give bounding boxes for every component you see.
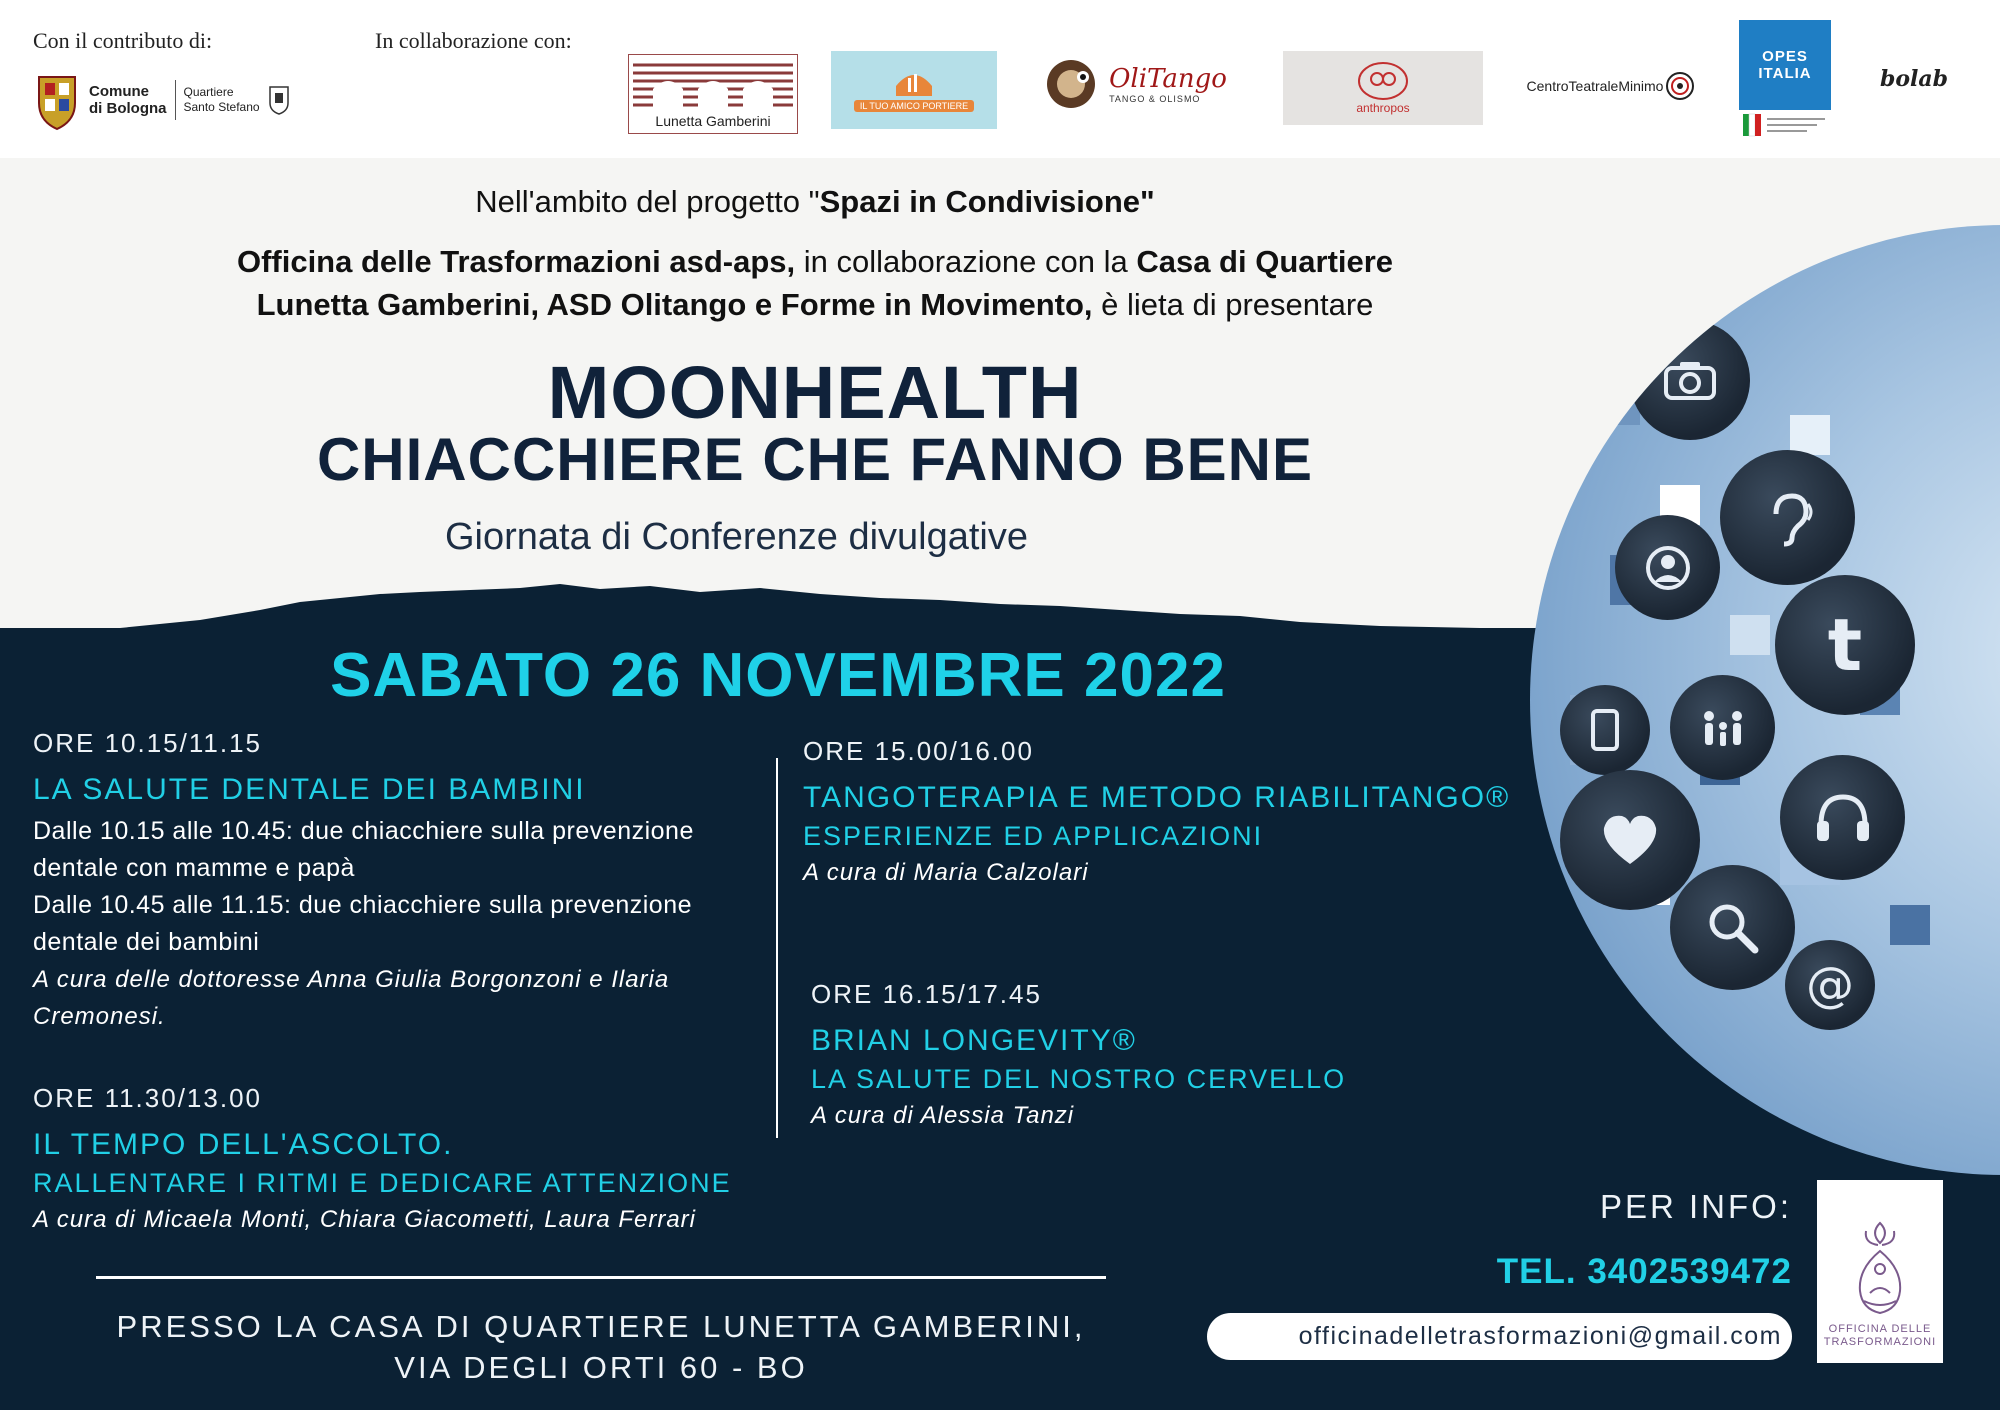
quartiere-line2: Santo Stefano [183, 100, 260, 114]
lunetta-logo-text: Lunetta Gamberini [655, 113, 771, 129]
session-curator [33, 961, 694, 1035]
comune-line2: di Bologna [89, 100, 167, 117]
anthropos-logo [1283, 51, 1483, 125]
officina-logo-line1: OFFICINA DELLE [1828, 1323, 1932, 1335]
bolab-logo [1862, 28, 1966, 130]
centro-teatrale-logo [1512, 42, 1710, 130]
session-subtitle: ESPERIENZE ED APPLICAZIONI [803, 821, 1264, 851]
address-line: PRESSO LA CASA DI QUARTIERE LUNETTA GAMBERINI, [116, 1309, 1086, 1344]
comune-bologna-logo [33, 63, 313, 137]
opes-italia-logo [1739, 20, 1831, 145]
ear-icon [1720, 450, 1855, 585]
camera-icon [1630, 320, 1750, 440]
phone-number[interactable]: TEL. 3402539472 [1496, 1252, 1792, 1291]
footer-divider [96, 1276, 1106, 1279]
session-description [33, 813, 694, 961]
intro-prefix: Nell'ambito del progetto " [475, 184, 820, 219]
intro-casa-quartiere: Casa di Quartiere [1136, 244, 1394, 279]
portiere-logo-text: IL TUO AMICO PORTIERE [854, 100, 974, 112]
intro-collab-text: in collaborazione con la [795, 244, 1137, 279]
curator-line: A cura delle dottoresse Anna Giulia Borgonzoni e Ilaria [33, 966, 670, 993]
centro-teatrale-logo-text: CentroTeatraleMinimo [1526, 78, 1664, 94]
session-title: TANGOTERAPIA E METODO RIABILITANGO® [803, 781, 1511, 814]
sponsor-strip [0, 0, 2000, 158]
session-2 [33, 1083, 732, 1238]
session-subtitle: RALLENTARE I RITMI E DEDICARE ATTENZIONE [33, 1168, 732, 1198]
session-title: IL TEMPO DELL'ASCOLTO. [33, 1128, 454, 1161]
quartiere-line1: Quartiere [183, 85, 234, 99]
portiere-logo [831, 51, 997, 129]
project-intro [100, 184, 1530, 220]
intro-organizer: Officina delle Trasformazioni asd-aps, [236, 244, 796, 279]
search-icon [1670, 865, 1795, 990]
session-1 [33, 728, 694, 1035]
anthropos-logo-text: anthropos [1356, 101, 1410, 115]
desc-line: dentale dei bambini [33, 928, 260, 956]
info-label: PER INFO: [1599, 1188, 1792, 1225]
opes-logo-text: OPES ITALIA [1739, 20, 1831, 110]
heart-icon [1560, 770, 1700, 910]
session-4 [811, 979, 1346, 1134]
phone-icon [1560, 685, 1650, 775]
arches-icon [633, 61, 793, 109]
curator-line: Cremonesi. [33, 1003, 166, 1030]
tumblr-icon: t [1775, 575, 1915, 715]
session-subtitle: LA SALUTE DEL NOSTRO CERVELLO [811, 1064, 1347, 1094]
target-icon [1665, 71, 1695, 101]
olitango-logo-text: OliTango [1109, 64, 1227, 94]
desc-line: Dalle 10.15 alle 10.45: due chiacchiere sulla prevenzione [33, 817, 694, 845]
desc-line: dentale con mamme e papà [33, 854, 355, 882]
session-curator: A cura di Alessia Tanzi [811, 1102, 1075, 1129]
event-date: SABATO 26 NOVEMBRE 2022 [330, 641, 1226, 710]
olitango-logo [1027, 51, 1243, 117]
quartiere-shield-icon [268, 85, 290, 115]
intro-presenta: è lieta di presentare [1092, 287, 1374, 322]
user-profile-icon [1615, 515, 1720, 620]
session-title: LA SALUTE DENTALE DEI BAMBINI [33, 773, 586, 806]
portiere-badge-icon [894, 68, 934, 98]
comune-line1: Comune [89, 83, 149, 100]
column-divider [776, 758, 778, 1138]
session-time: ORE 15.00/16.00 [803, 736, 1034, 766]
session-curator: A cura di Micaela Monti, Chiara Giacometti, Laura Ferrari [33, 1206, 696, 1233]
contributo-label: Con il contributo di: [33, 28, 213, 53]
lotus-meditation-icon [1840, 1213, 1920, 1323]
bolab-logo-text: bolab [1879, 66, 1949, 92]
lunetta-gamberini-logo [628, 54, 798, 134]
at-sign-icon: @ [1785, 940, 1875, 1030]
olitango-circle-icon [1043, 55, 1105, 113]
italy-flag-icon [1739, 110, 1831, 140]
collaborazione-label: In collaborazione con: [375, 28, 572, 53]
venue-address [96, 1306, 1106, 1388]
officina-logo-line2: TRASFORMAZIONI [1823, 1336, 1937, 1348]
officina-trasformazioni-logo [1817, 1180, 1943, 1363]
session-curator: A cura di Maria Calzolari [803, 859, 1089, 886]
session-time: ORE 10.15/11.15 [33, 728, 262, 758]
email-address[interactable]: officinadelletrasformazioni@gmail.com [1207, 1313, 1792, 1360]
session-title: BRIAN LONGEVITY® [811, 1024, 1137, 1057]
family-icon [1670, 675, 1775, 780]
olitango-logo-subtext: TANGO & OLISMO [1109, 94, 1201, 104]
event-subtitle: CHIACCHIERE CHE FANNO BENE [316, 426, 1314, 493]
event-description: Giornata di Conferenze divulgative [445, 516, 1029, 558]
session-3 [803, 736, 1510, 891]
event-title: MOONHEALTH [547, 351, 1083, 434]
session-time: ORE 11.30/13.00 [33, 1083, 262, 1113]
mountain-silhouette [0, 580, 1560, 640]
organizers-intro [100, 240, 1530, 326]
session-time: ORE 16.15/17.45 [811, 979, 1042, 1009]
desc-line: Dalle 10.45 alle 11.15: due chiacchiere sulla prevenzione [33, 891, 693, 919]
headphones-icon [1780, 755, 1905, 880]
bologna-crest-icon [33, 69, 81, 131]
intro-partners: Lunetta Gamberini, ASD Olitango e Forme in Movimento, [256, 287, 1093, 322]
address-line: VIA DEGLI ORTI 60 - BO [394, 1350, 808, 1385]
intro-project-name: Spazi in Condivisione" [819, 184, 1155, 219]
anthropos-circle-icon [1355, 61, 1411, 101]
